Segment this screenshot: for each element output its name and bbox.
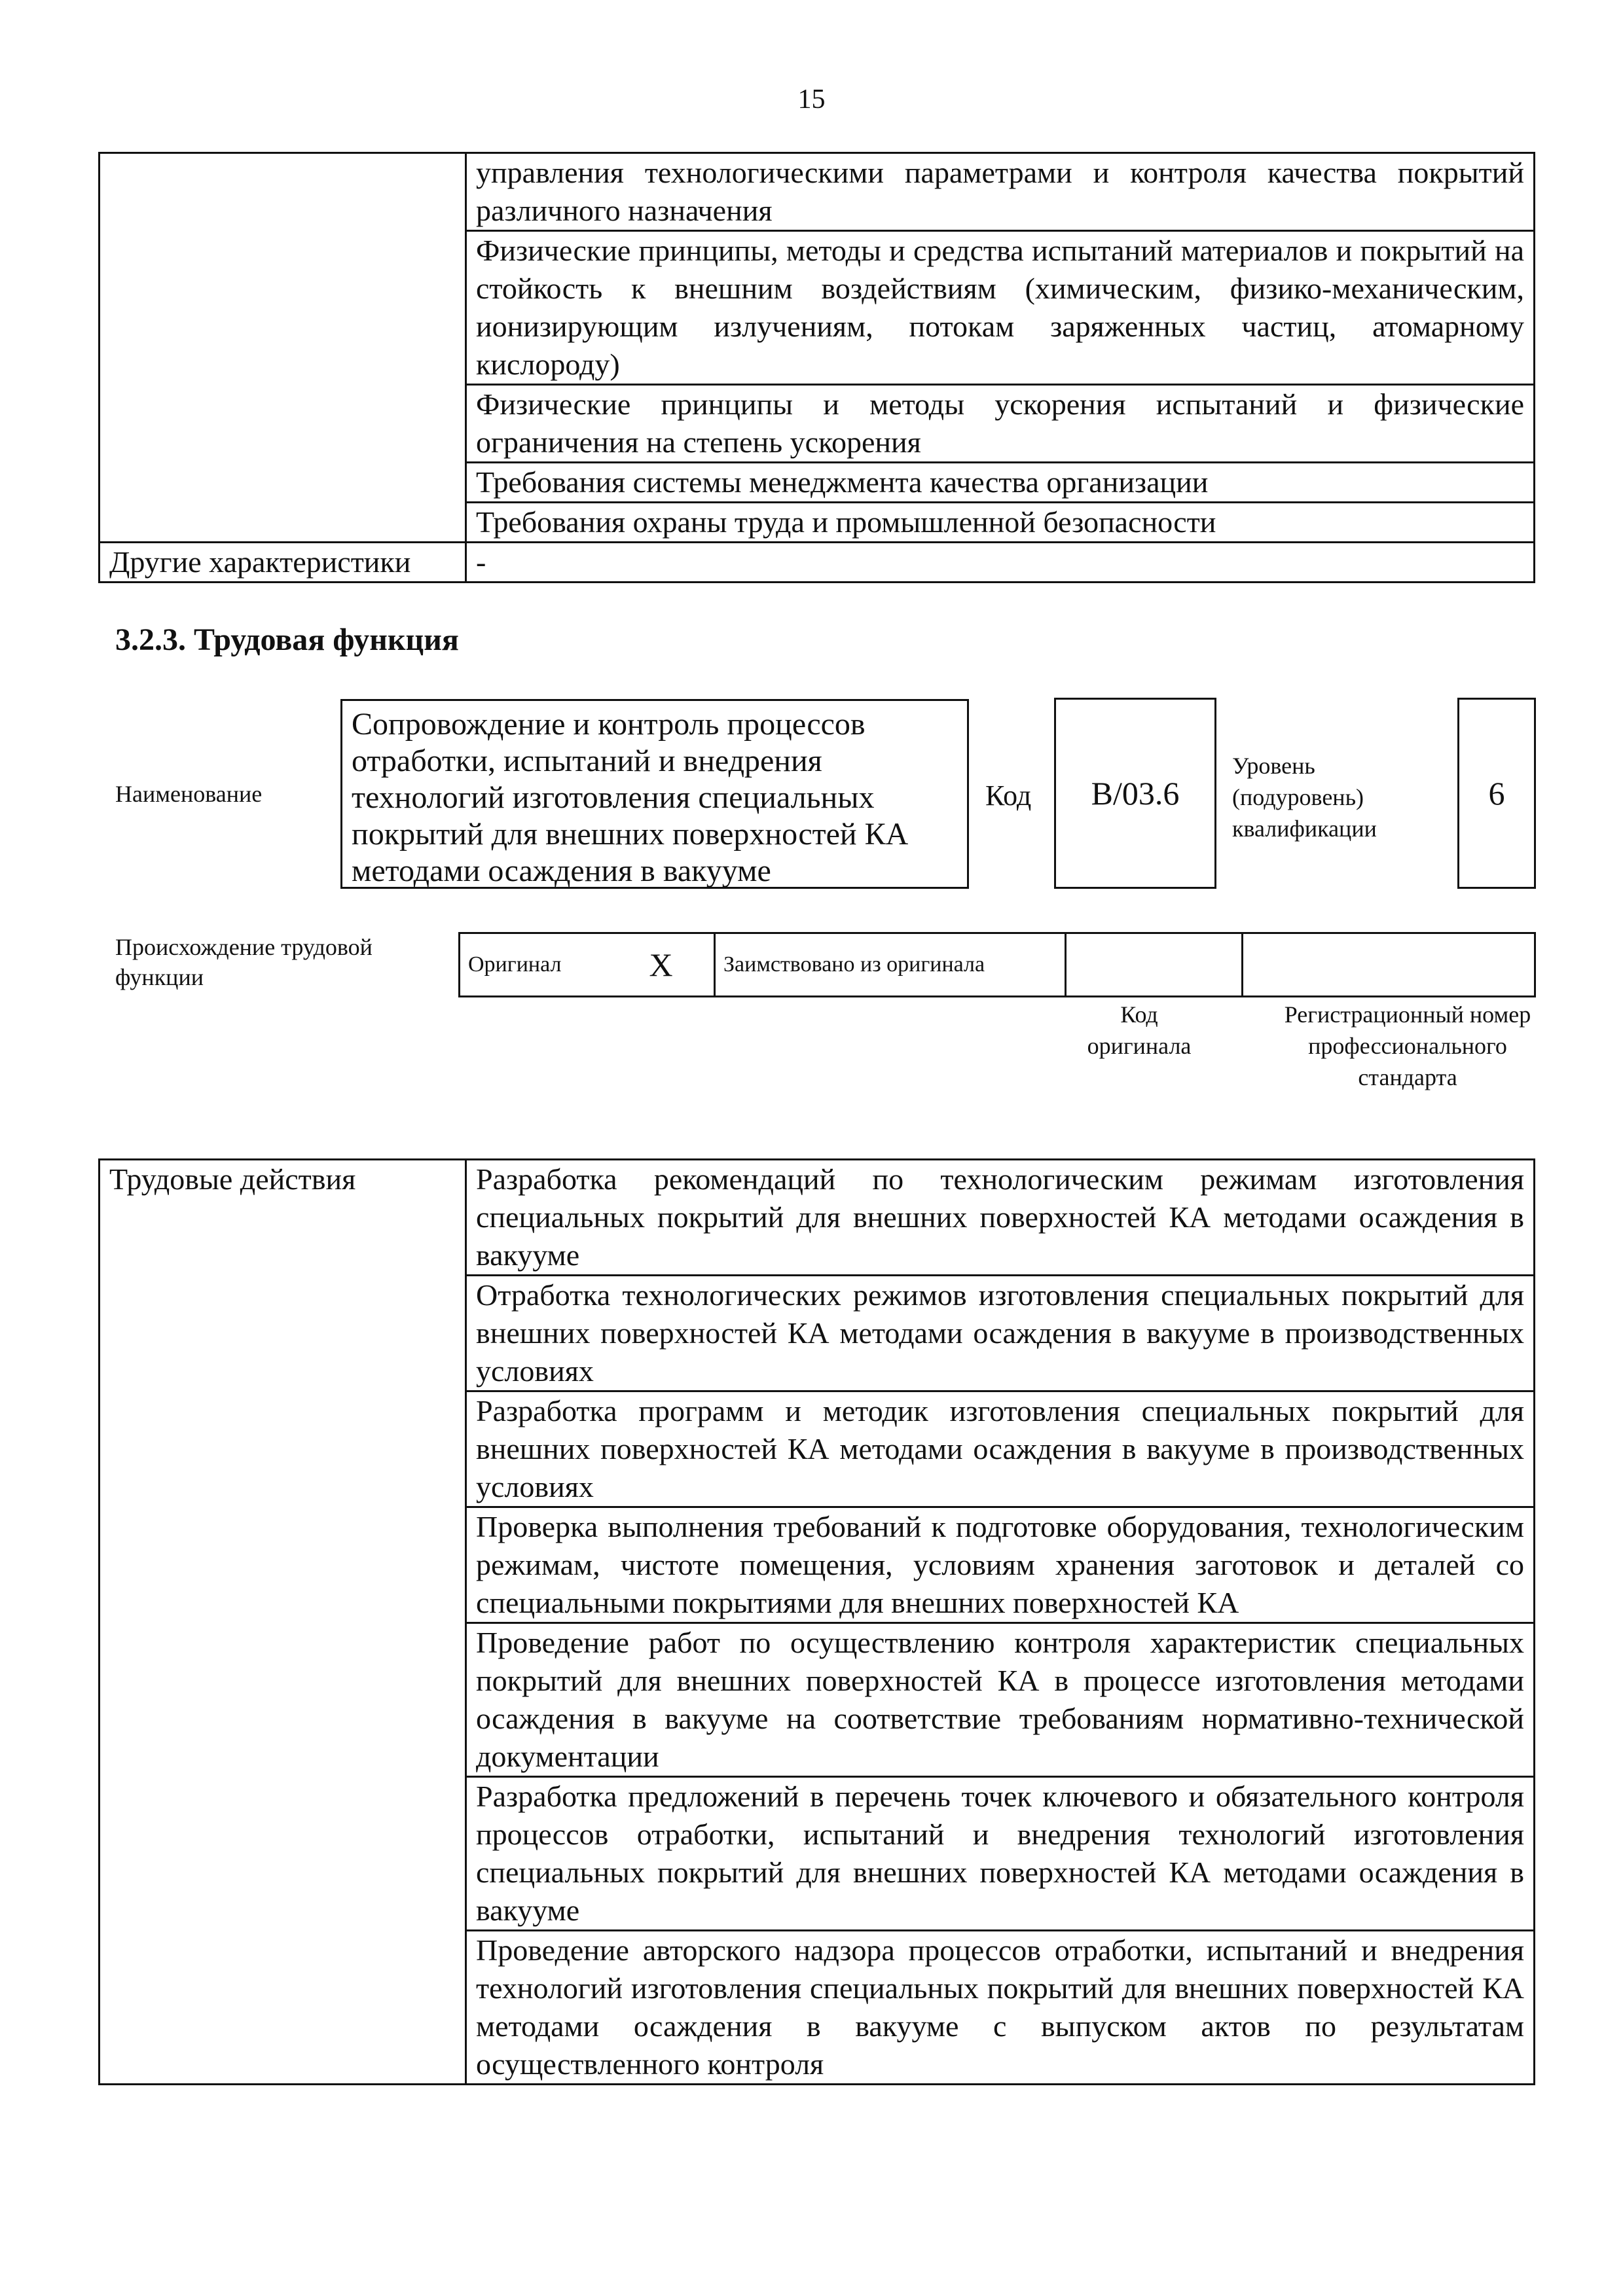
borrowed-label: Заимствовано из оригинала (715, 933, 1066, 997)
code-label: Код (985, 780, 1032, 812)
registration-number-caption: Регистрационный номер профессионального стандарта (1284, 1001, 1531, 1090)
knowledge-row: Требования охраны труда и промышленной безопасности (466, 503, 1535, 543)
function-code-box (1054, 698, 1216, 889)
section-heading: 3.2.3. Трудовая функция (115, 622, 459, 657)
labor-action-item: Проверка выполнения требований к подготовке оборудования, технологическим режимам, чистоте помещения, условиям хранения заготовок и деталей со специальными покрытиями для внешних поверхностей КА (466, 1507, 1535, 1623)
qualification-level-box (1457, 698, 1536, 889)
knowledge-row: Физические принципы и методы ускорения испытаний и физические ограничения на степень ускорения (466, 385, 1535, 463)
name-label: Наименование (115, 781, 263, 807)
knowledge-label-cell (100, 153, 466, 543)
knowledge-row: Физические принципы, методы и средства испытаний материалов и покрытий на стойкость к внешним воздействиям (химическим, физико-механическим, ионизирующим излучениям, потокам заряженных частиц, атомарному кислороду) (466, 231, 1535, 385)
knowledge-row: управления технологическими параметрами и контроля качества покрытий различного назначения (466, 153, 1535, 231)
knowledge-row: Требования системы менеджмента качества организации (466, 463, 1535, 503)
labor-action-item: Разработка программ и методик изготовления специальных покрытий для внешних поверхностей КА методами осаждения в вакууме в производственных условиях (466, 1391, 1535, 1507)
original-code-cell (1066, 933, 1243, 997)
original-code-caption: Код оригинала (1087, 1001, 1192, 1059)
other-characteristics-value: - (466, 543, 1535, 583)
origin-table (458, 932, 1536, 997)
original-mark: X (630, 933, 715, 997)
labor-action-item: Отработка технологических режимов изготовления специальных покрытий для внешних поверхностей КА методами осаждения в вакууме в производственных условиях (466, 1276, 1535, 1391)
qualification-level-value: 6 (1488, 775, 1505, 812)
origin-label: Происхождение трудовой функции (115, 934, 373, 990)
page-number: 15 (797, 84, 826, 115)
function-code-value: B/03.6 (1091, 775, 1180, 812)
labor-action-item: Разработка рекомендаций по технологическим режимам изготовления специальных покрытий для внешних поверхностей КА методами осаждения в вакууме (466, 1160, 1535, 1276)
other-characteristics-label: Другие характеристики (100, 543, 466, 583)
original-label: Оригинал (460, 933, 630, 997)
qualification-level-label: Уровень (подуровень) квалификации (1232, 753, 1377, 842)
registration-number-cell (1243, 933, 1535, 997)
labor-action-item: Проведение авторского надзора процессов отработки, испытаний и внедрения технологий изготовления специальных покрытий для внешних поверхностей КА методами осаждения в вакууме с выпуском актов по результатам осуществленного контроля (466, 1931, 1535, 2085)
labor-actions-label: Трудовые действия (100, 1160, 466, 2085)
labor-actions-table (98, 1158, 1535, 2085)
labor-action-item: Проведение работ по осуществлению контроля характеристик специальных покрытий для внешних поверхностей КА в процессе изготовления методами осаждения в вакууме на соответствие требованиям нормативно-технической документации (466, 1623, 1535, 1777)
function-name-box: Сопровождение и контроль процессов отработки, испытаний и внедрения технологий изготовления специальных покрытий для внешних поверхностей КА методами осаждения в вакууме (340, 699, 969, 889)
labor-action-item: Разработка предложений в перечень точек ключевого и обязательного контроля процессов отработки, испытаний и внедрения технологий изготовления специальных покрытий для внешних поверхностей КА методами осаждения в вакууме (466, 1777, 1535, 1931)
knowledge-table (98, 152, 1535, 583)
